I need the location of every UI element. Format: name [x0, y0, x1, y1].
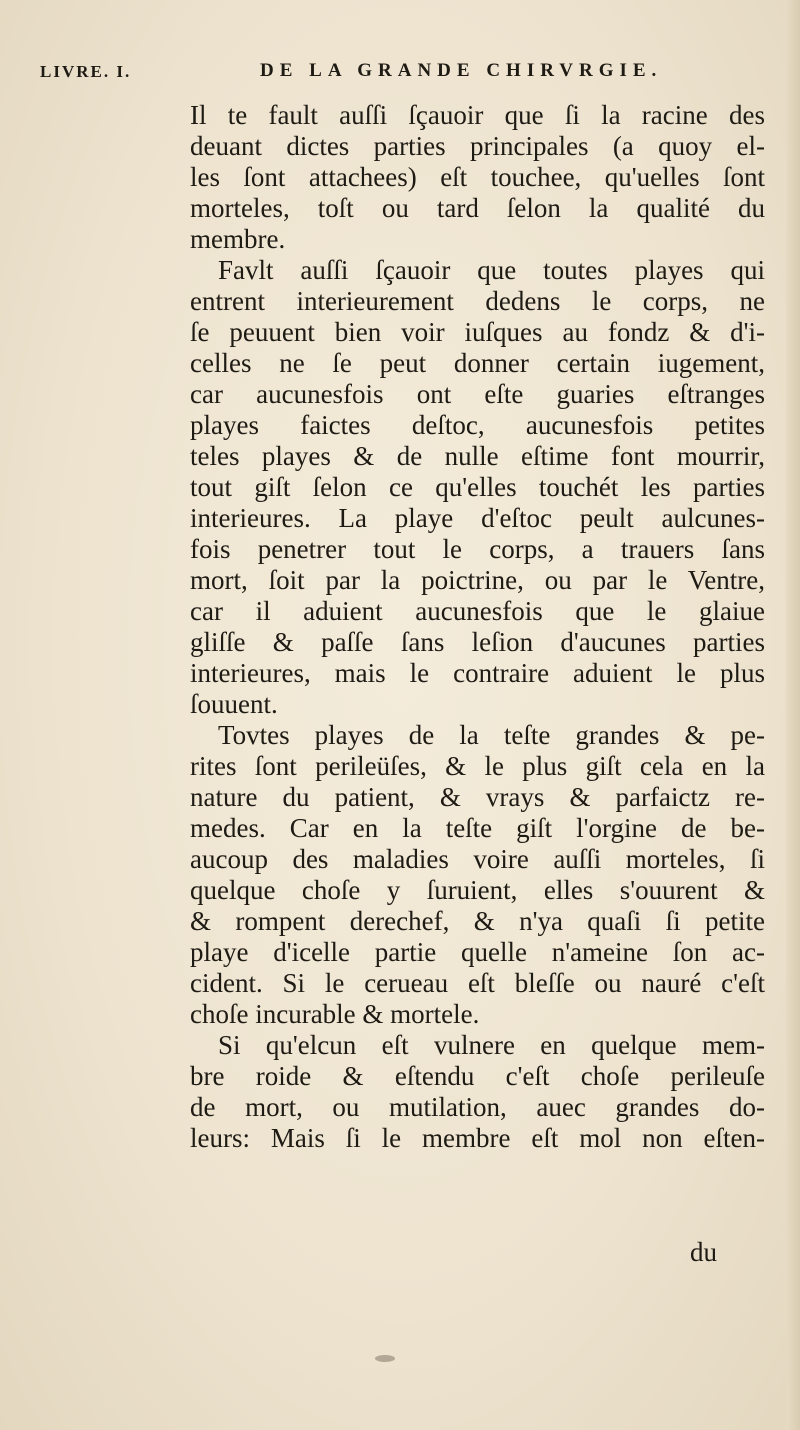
- text-line: playes faictes deſtoc, aucunesfois petites: [190, 410, 765, 440]
- text-line: ſe peuuent bien voir iuſques au fondz & d'i-: [190, 317, 765, 347]
- text-line: Tovtes playes de la teſte grandes & pe-: [218, 720, 765, 750]
- text-line: interieures, mais le contraire aduient le plus: [190, 658, 765, 688]
- page-gutter: [786, 0, 800, 1430]
- text-line: ſouuent.: [190, 689, 278, 719]
- text-line: de mort, ou mutilation, auec grandes do-: [190, 1092, 765, 1122]
- text-line: tout giſt ſelon ce qu'elles touchét les parties: [190, 472, 765, 502]
- text-line: car il aduient aucunesfois que le glaiue: [190, 596, 765, 626]
- ink-blot: [375, 1355, 395, 1362]
- text-line: celles ne ſe peut donner certain iugement,: [190, 348, 765, 378]
- text-line: membre.: [190, 224, 286, 254]
- text-line: bre roide & eſtendu c'eſt choſe perileuſe: [190, 1061, 765, 1091]
- running-head: [30, 58, 750, 88]
- text-line: medes. Car en la teſte giſt l'orgine de be-: [190, 813, 765, 843]
- text-line: teles playes & de nulle eſtime font mourrir,: [190, 441, 765, 471]
- text-line: entrent interieurement dedens le corps, ne: [190, 286, 765, 316]
- text-line: les ſont attachees) eſt touchee, qu'uelles ſont: [190, 162, 765, 192]
- text-line: nature du patient, & vrays & parfaictz re-: [190, 782, 765, 812]
- text-line: playe d'icelle partie quelle n'ameine ſon ac-: [190, 937, 765, 967]
- text-line: choſe incurable & mortele.: [190, 999, 480, 1029]
- text-line: car aucunesfois ont eſte guaries eſtranges: [190, 379, 765, 409]
- text-line: quelque choſe y ſuruient, elles s'ouurent &: [190, 875, 765, 905]
- text-line: deuant dictes parties principales (a quoy el-: [190, 131, 765, 161]
- text-line: rites ſont perileüſes, & le plus giſt cela en la: [190, 751, 765, 781]
- text-line: mort, ſoit par la poictrine, ou par le Ventre,: [190, 565, 765, 595]
- running-head-book-number: LIVRE. I.: [40, 62, 132, 81]
- text-line: aucoup des maladies voire auſſi morteles, ſi: [190, 844, 765, 874]
- running-head-title: DE LA GRANDE CHIRVRGIE.: [260, 60, 663, 81]
- text-line: cident. Si le cerueau eſt bleſſe ou nauré c'eſt: [190, 968, 765, 998]
- text-line: morteles, toſt ou tard ſelon la qualité du: [190, 193, 765, 223]
- text-line: Il te fault auſſi ſçauoir que ſi la racine des: [190, 100, 765, 130]
- text-line: interieures. La playe d'eſtoc peult aulcunes-: [190, 503, 765, 533]
- text-line: fois penetrer tout le corps, a trauers ſans: [190, 534, 765, 564]
- text-line: gliſſe & paſſe ſans leſion d'aucunes parties: [190, 627, 765, 657]
- text-line: leurs: Mais ſi le membre eſt mol non eſten-: [190, 1123, 765, 1153]
- body-text: [190, 100, 765, 1154]
- text-line: Favlt auſſi ſçauoir que toutes playes qui: [218, 255, 765, 285]
- catchword: du: [690, 1237, 717, 1267]
- text-line: & rompent derechef, & n'ya quaſi ſi petite: [190, 906, 765, 936]
- text-line: Si qu'elcun eſt vulnere en quelque mem-: [218, 1030, 765, 1060]
